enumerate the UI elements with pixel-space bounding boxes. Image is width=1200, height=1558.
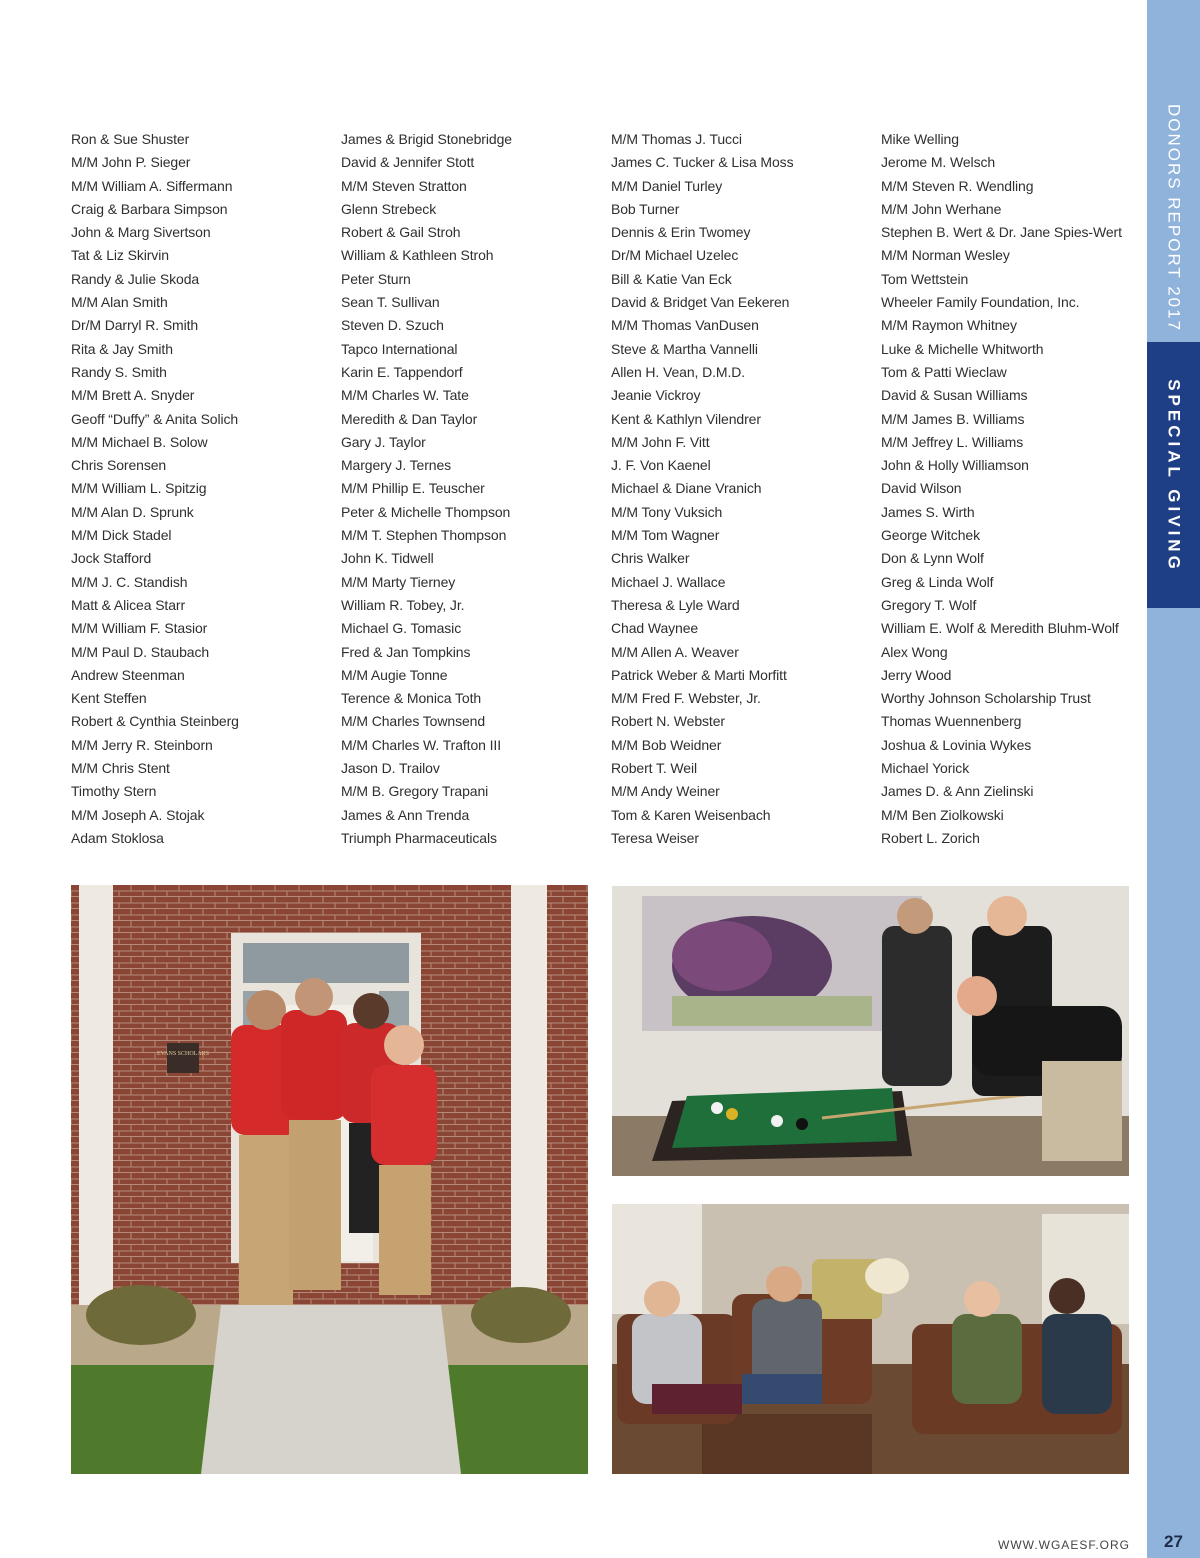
donor-name: Fred & Jan Tompkins <box>341 643 471 660</box>
donor-name: Gary J. Taylor <box>341 433 426 450</box>
donor-name: Chad Waynee <box>611 620 699 637</box>
donor-name: William E. Wolf & Meredith Bluhm-Wolf <box>881 620 1119 637</box>
donor-name: John & Holly Williamson <box>881 457 1029 474</box>
donor-name: Worthy Johnson Scholarship Trust <box>881 690 1091 707</box>
donor-name: Jerome M. Welsch <box>881 154 996 171</box>
donor-columns <box>71 128 1131 858</box>
donor-name: Robert L. Zorich <box>881 829 980 846</box>
donor-name: Adam Stoklosa <box>71 829 164 846</box>
donor-name: John & Marg Sivertson <box>71 224 211 241</box>
donor-name: Tapco International <box>341 340 458 357</box>
donor-name: M/M J. C. Standish <box>71 573 188 590</box>
donor-name: James D. & Ann Zielinski <box>881 783 1034 800</box>
donor-name: M/M Charles W. Trafton III <box>341 736 501 753</box>
donor-name: M/M T. Stephen Thompson <box>341 527 507 544</box>
donor-name: Greg & Linda Wolf <box>881 573 994 590</box>
donor-name: Don & Lynn Wolf <box>881 550 984 567</box>
evans-scholars-sign: EVANS SCHOLARS <box>156 1051 210 1057</box>
donor-name: John K. Tidwell <box>341 550 434 567</box>
donor-name: M/M Chris Stent <box>71 760 170 777</box>
donor-name: Jerry Wood <box>881 666 952 683</box>
donor-name: Peter & Michelle Thompson <box>341 503 511 520</box>
donor-name: M/M John F. Vitt <box>611 433 710 450</box>
donor-name: Glenn Strebeck <box>341 200 437 217</box>
donor-name: Robert T. Weil <box>611 760 698 777</box>
donor-name: Michael G. Tomasic <box>341 620 462 637</box>
donor-name: M/M John Werhane <box>881 200 1002 217</box>
donor-name: Bill & Katie Van Eck <box>611 270 732 287</box>
donor-name: Dennis & Erin Twomey <box>611 224 751 241</box>
donor-name: Michael J. Wallace <box>611 573 726 590</box>
donor-name: Jeanie Vickroy <box>611 387 701 404</box>
donor-name: Patrick Weber & Marti Morfitt <box>611 666 787 683</box>
donor-name: James & Ann Trenda <box>341 806 470 823</box>
donor-name: M/M Alan D. Sprunk <box>71 503 194 520</box>
donor-name: M/M William F. Stasior <box>71 620 208 637</box>
donor-name: M/M Joseph A. Stojak <box>71 806 205 823</box>
donor-name: Teresa Weiser <box>611 829 699 846</box>
donor-name: J. F. Von Kaenel <box>611 457 711 474</box>
donor-name: Tom & Karen Weisenbach <box>611 806 771 823</box>
donor-name: James C. Tucker & Lisa Moss <box>611 154 794 171</box>
donor-name: Chris Sorensen <box>71 457 167 474</box>
donor-name: Theresa & Lyle Ward <box>611 596 740 613</box>
donor-name: William & Kathleen Stroh <box>341 247 494 264</box>
donor-name: Steven D. Szuch <box>341 317 444 334</box>
donor-name: Tom Wettstein <box>881 270 969 287</box>
donor-name: David Wilson <box>881 480 962 497</box>
donor-name: M/M Andy Weiner <box>611 783 720 800</box>
scholar-figures <box>231 978 437 1305</box>
donor-name: David & Jennifer Stott <box>341 154 475 171</box>
donor-name: Triumph Pharmaceuticals <box>341 829 497 846</box>
donor-name: George Witchek <box>881 527 980 544</box>
donor-name: Chris Walker <box>611 550 690 567</box>
donor-name: Michael Yorick <box>881 760 970 777</box>
donor-name: Michael & Diane Vranich <box>611 480 762 497</box>
donor-name: M/M Charles Townsend <box>341 713 486 730</box>
donor-name: Ron & Sue Shuster <box>71 131 190 147</box>
donor-name: James S. Wirth <box>881 503 975 520</box>
donor-name: Jock Stafford <box>71 550 152 567</box>
donor-name: Allen H. Vean, D.M.D. <box>611 363 746 380</box>
donor-name: Wheeler Family Foundation, Inc. <box>881 294 1080 311</box>
donor-name: Dr/M Michael Uzelec <box>611 247 739 264</box>
donor-name: James & Brigid Stonebridge <box>341 131 512 147</box>
donor-name: Tat & Liz Skirvin <box>71 247 169 264</box>
donor-name: Tom & Patti Wieclaw <box>881 363 1007 380</box>
donor-name: M/M Steven Stratton <box>341 177 467 194</box>
donor-name: M/M Paul D. Staubach <box>71 643 210 660</box>
donor-name: M/M Allen A. Weaver <box>611 643 739 660</box>
donor-name: Robert & Cynthia Steinberg <box>71 713 239 730</box>
section-title-vertical: SPECIAL GIVING <box>1164 379 1184 573</box>
donor-name: M/M Michael B. Solow <box>71 433 208 450</box>
donor-name: Kent & Kathlyn Vilendrer <box>611 410 761 427</box>
donor-name: Robert & Gail Stroh <box>341 224 461 241</box>
donor-name: Stephen B. Wert & Dr. Jane Spies-Wert <box>881 224 1122 241</box>
donor-name: Gregory T. Wolf <box>881 596 977 613</box>
footer-website: WWW.WGAESF.ORG <box>998 1538 1130 1552</box>
donor-name: M/M Daniel Turley <box>611 177 723 194</box>
donor-name: M/M William A. Siffermann <box>71 177 233 194</box>
photo-lounge-illustration <box>612 1204 1129 1474</box>
donor-name: M/M Phillip E. Teuscher <box>341 480 485 497</box>
donor-name: M/M Thomas J. Tucci <box>611 131 742 147</box>
donor-name: Robert N. Webster <box>611 713 725 730</box>
donor-column-4 <box>881 128 1122 850</box>
donor-name: M/M Norman Wesley <box>881 247 1010 264</box>
donor-name: Luke & Michelle Whitworth <box>881 340 1044 357</box>
donor-name: M/M Augie Tonne <box>341 666 448 683</box>
donor-name: Joshua & Lovinia Wykes <box>881 736 1032 753</box>
donor-name: David & Bridget Van Eekeren <box>611 294 790 311</box>
donor-name: M/M Tony Vuksich <box>611 503 723 520</box>
report-title-vertical: DONORS REPORT 2017 <box>1164 103 1184 333</box>
donor-name: Timothy Stern <box>71 783 157 800</box>
donor-name: Matt & Alicea Starr <box>71 596 186 613</box>
donor-name: M/M Marty Tierney <box>341 573 456 590</box>
donor-column-1 <box>71 128 239 850</box>
donor-name: Mike Welling <box>881 131 959 147</box>
donor-name: Dr/M Darryl R. Smith <box>71 317 199 334</box>
photo-scholars-illustration <box>71 885 588 1474</box>
donor-name: M/M Ben Ziolkowski <box>881 806 1004 823</box>
photo-scholars-at-house <box>71 885 588 1474</box>
donor-name: Karin E. Tappendorf <box>341 363 463 380</box>
donor-name: Peter Sturn <box>341 270 411 287</box>
donor-name: M/M Brett A. Snyder <box>71 387 195 404</box>
donor-name: M/M Jeffrey L. Williams <box>881 433 1024 450</box>
photo-lounge-conversation <box>612 1204 1129 1474</box>
donor-name: Alex Wong <box>881 643 948 660</box>
donor-column-3 <box>611 128 793 850</box>
donor-name: Rita & Jay Smith <box>71 340 173 357</box>
donor-name: M/M Raymon Whitney <box>881 317 1017 334</box>
donor-name: M/M B. Gregory Trapani <box>341 783 489 800</box>
page-number: 27 <box>1164 1532 1183 1551</box>
donor-name: M/M Thomas VanDusen <box>611 317 759 334</box>
donor-name: M/M Charles W. Tate <box>341 387 469 404</box>
donor-name: William R. Tobey, Jr. <box>341 596 465 613</box>
donor-name: Bob Turner <box>611 200 680 217</box>
donor-name: M/M Tom Wagner <box>611 527 720 544</box>
donor-name: Randy S. Smith <box>71 363 167 380</box>
donor-name: David & Susan Williams <box>881 387 1028 404</box>
donor-name: Steve & Martha Vannelli <box>611 340 758 357</box>
donor-name: Geoff “Duffy” & Anita Solich <box>71 410 239 427</box>
donor-name: Margery J. Ternes <box>341 457 452 474</box>
donor-name: M/M Bob Weidner <box>611 736 722 753</box>
donor-name: Terence & Monica Toth <box>341 690 482 707</box>
donor-name: Randy & Julie Skoda <box>71 270 200 287</box>
donor-name: M/M Dick Stadel <box>71 527 172 544</box>
donor-name: Craig & Barbara Simpson <box>71 200 228 217</box>
donor-name: M/M Fred F. Webster, Jr. <box>611 690 761 707</box>
donor-name: Meredith & Dan Taylor <box>341 410 478 427</box>
photo-billiards-illustration <box>612 886 1129 1176</box>
donor-name: M/M Jerry R. Steinborn <box>71 736 213 753</box>
photo-billiards-room <box>612 886 1129 1176</box>
donor-name: Sean T. Sullivan <box>341 294 440 311</box>
donor-name: Thomas Wuennenberg <box>881 713 1022 730</box>
donor-name: M/M Steven R. Wendling <box>881 177 1034 194</box>
donor-name: M/M Alan Smith <box>71 294 168 311</box>
donor-column-2 <box>341 128 512 850</box>
donor-name: M/M William L. Spitzig <box>71 480 207 497</box>
donor-name: Kent Steffen <box>71 690 147 707</box>
donor-name: Jason D. Trailov <box>341 760 440 777</box>
donor-name: Andrew Steenman <box>71 666 185 683</box>
donor-name: M/M John P. Sieger <box>71 154 191 171</box>
donor-name: M/M James B. Williams <box>881 410 1025 427</box>
